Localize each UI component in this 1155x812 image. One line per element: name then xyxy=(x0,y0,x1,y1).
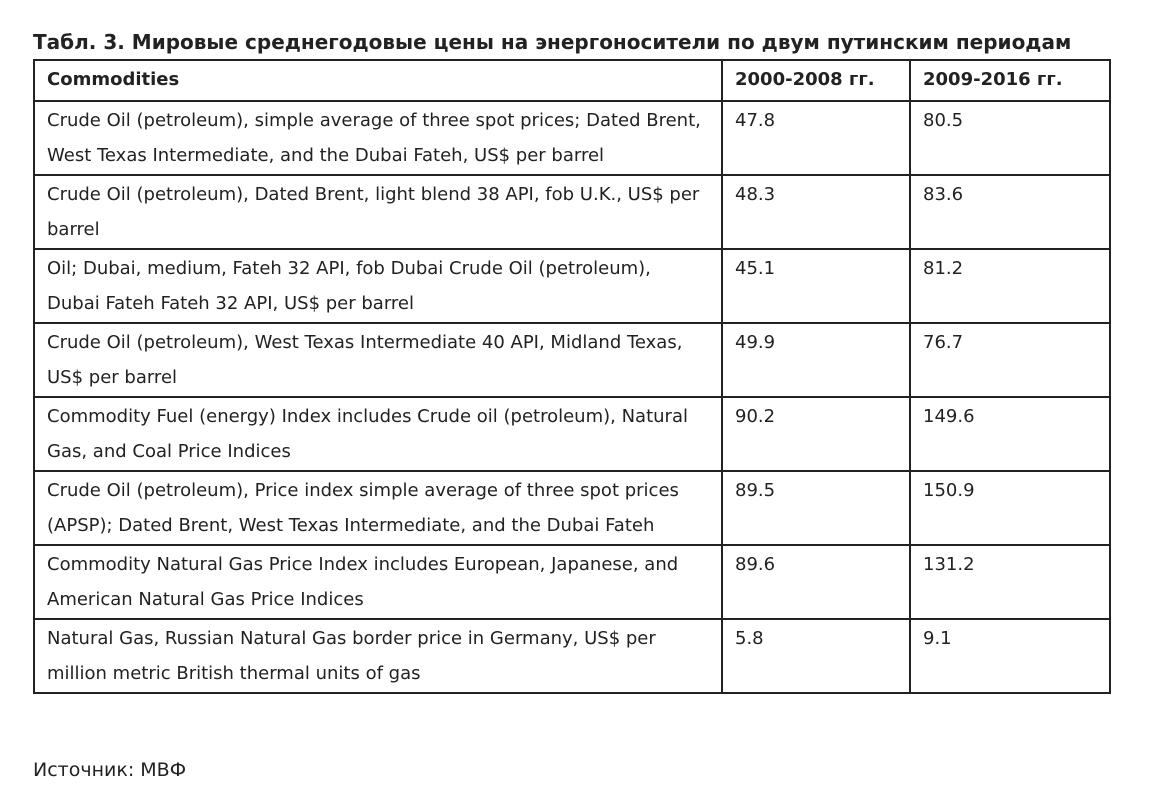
commodity-cell: Natural Gas, Russian Natural Gas border price in Germany, US$ per million metric British thermal units of gas xyxy=(34,619,722,693)
table-header-row xyxy=(34,60,1110,101)
commodity-cell: Crude Oil (petroleum), West Texas Intermediate 40 API, Midland Texas, US$ per barrel xyxy=(34,323,722,397)
price-2009-2016-cell: 83.6 xyxy=(910,175,1110,249)
price-2009-2016-cell: 9.1 xyxy=(910,619,1110,693)
price-2009-2016-cell: 131.2 xyxy=(910,545,1110,619)
price-2000-2008-cell: 49.9 xyxy=(722,323,910,397)
table-row xyxy=(34,545,1110,619)
energy-prices-table xyxy=(33,59,1111,694)
price-2000-2008-cell: 89.5 xyxy=(722,471,910,545)
commodity-cell: Crude Oil (petroleum), Price index simple average of three spot prices (APSP); Dated Brent, West Texas Intermediate, and the Dubai Fateh xyxy=(34,471,722,545)
header-commodities: Commodities xyxy=(34,60,722,101)
table-row xyxy=(34,619,1110,693)
price-2000-2008-cell: 5.8 xyxy=(722,619,910,693)
price-2000-2008-cell: 45.1 xyxy=(722,249,910,323)
table-row xyxy=(34,397,1110,471)
table-row xyxy=(34,249,1110,323)
price-2009-2016-cell: 149.6 xyxy=(910,397,1110,471)
price-2009-2016-cell: 81.2 xyxy=(910,249,1110,323)
header-period-2009-2016: 2009-2016 гг. xyxy=(910,60,1110,101)
commodity-cell: Oil; Dubai, medium, Fateh 32 API, fob Dubai Crude Oil (petroleum), Dubai Fateh Fateh 32 API, US$ per barrel xyxy=(34,249,722,323)
header-period-2000-2008: 2000-2008 гг. xyxy=(722,60,910,101)
commodity-cell: Commodity Natural Gas Price Index includes European, Japanese, and American Natural Gas Price Indices xyxy=(34,545,722,619)
price-2000-2008-cell: 90.2 xyxy=(722,397,910,471)
price-2009-2016-cell: 80.5 xyxy=(910,101,1110,175)
table-caption: Табл. 3. Мировые среднегодовые цены на энергоносители по двум путинским периодам xyxy=(33,30,1072,54)
table-row xyxy=(34,323,1110,397)
price-2000-2008-cell: 47.8 xyxy=(722,101,910,175)
table-row xyxy=(34,101,1110,175)
commodity-cell: Commodity Fuel (energy) Index includes Crude oil (petroleum), Natural Gas, and Coal Price Indices xyxy=(34,397,722,471)
price-2000-2008-cell: 89.6 xyxy=(722,545,910,619)
price-2009-2016-cell: 150.9 xyxy=(910,471,1110,545)
table-row xyxy=(34,471,1110,545)
commodity-cell: Crude Oil (petroleum), Dated Brent, light blend 38 API, fob U.K., US$ per barrel xyxy=(34,175,722,249)
price-2009-2016-cell: 76.7 xyxy=(910,323,1110,397)
commodity-cell: Crude Oil (petroleum), simple average of three spot prices; Dated Brent, West Texas Intermediate, and the Dubai Fateh, US$ per barrel xyxy=(34,101,722,175)
table-row xyxy=(34,175,1110,249)
price-2000-2008-cell: 48.3 xyxy=(722,175,910,249)
source-note: Источник: МВФ xyxy=(33,759,187,781)
